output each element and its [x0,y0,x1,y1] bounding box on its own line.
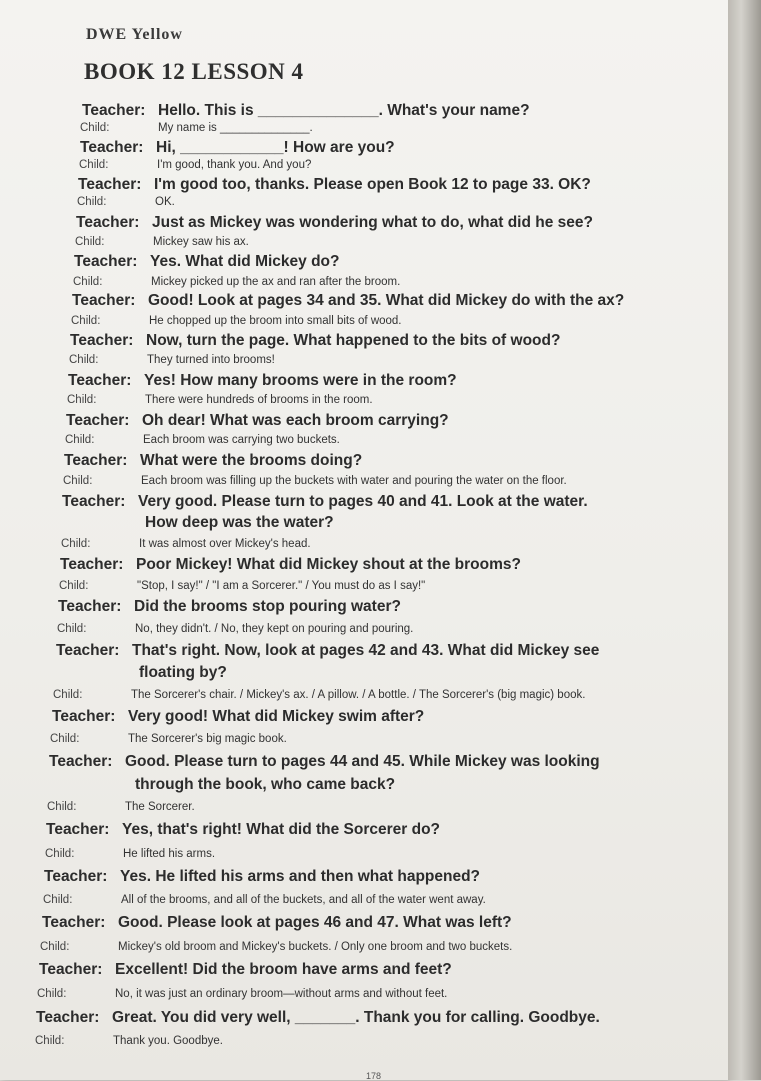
speaker-label: Teacher: [76,214,140,231]
line-text: That's right. Now, look at pages 42 and 43. What did Mickey see [132,642,600,659]
speaker-label: Teacher: [62,493,126,510]
dialogue-line [52,708,424,726]
speaker-label: Child: [80,122,110,134]
dialogue-line [50,733,287,745]
dialogue-line [62,493,588,511]
speaker-label: Teacher: [70,332,134,349]
line-text: Yes! How many brooms were in the room? [144,372,457,389]
line-text: "Stop, I say!" / "I am a Sorcerer." / You must do as I say!" [137,580,426,592]
dialogue-line [44,868,480,886]
speaker-label: Teacher: [42,914,106,931]
dialogue-line [75,236,249,248]
line-text: There were hundreds of brooms in the room. [145,394,373,406]
dialogue-line [35,1035,223,1047]
line-text: Great. You did very well, _______. Thank you for calling. Goodbye. [112,1009,600,1026]
dialogue-line [42,914,512,932]
speaker-label: Teacher: [72,292,136,309]
line-text: Yes, that's right! What did the Sorcerer do? [122,821,441,838]
speaker-label: Teacher: [58,598,122,615]
line-text: They turned into brooms! [147,354,275,366]
line-text: Now, turn the page. What happened to the bits of wood? [146,332,561,349]
dialogue-line [64,452,362,470]
line-text: The Sorcerer's big magic book. [128,733,287,745]
dialogue-line [68,372,457,390]
speaker-label: Teacher: [64,452,128,469]
speaker-label: Child: [53,689,83,701]
line-text: Mickey picked up the ax and ran after the broom. [151,276,401,288]
dialogue-line [80,139,395,157]
dialogue-line [66,412,449,430]
line-text: Mickey's old broom and Mickey's buckets. / Only one broom and two buckets. [118,941,513,953]
line-text: Very good. Please turn to pages 40 and 41. Look at the water. [138,493,588,510]
dialogue-line [45,848,215,860]
dialogue-line [69,354,275,366]
speaker-label: Child: [59,580,89,592]
lesson-title: BOOK 12 LESSON 4 [84,59,304,84]
dialogue-line [61,538,311,550]
dialogue-line [72,292,624,310]
line-text: No, it was just an ordinary broom—without arms and without feet. [115,988,448,1000]
speaker-label: Teacher: [80,139,144,156]
speaker-label: Child: [67,394,97,406]
dialogue-line [49,753,600,771]
line-text: Good. Please turn to pages 44 and 45. While Mickey was looking [125,753,600,770]
dialogue-line [67,394,373,406]
speaker-label: Child: [57,623,87,635]
dialogue-line [82,102,530,120]
line-text: The Sorcerer. [125,801,195,813]
speaker-label: Child: [37,988,67,1000]
line-text: Mickey saw his ax. [153,236,249,248]
dialogue-line [36,1009,600,1027]
dialogue-line [47,801,195,813]
line-continuation: How deep was the water? [145,514,334,531]
line-continuation: floating by? [139,664,227,681]
speaker-label: Child: [73,276,103,288]
dialogue-line [74,253,339,271]
line-text: No, they didn't. / No, they kept on pouring and pouring. [135,623,414,635]
speaker-label: Teacher: [44,868,108,885]
dialogue-line [78,176,591,194]
dialogue-line [80,122,313,134]
line-text: He lifted his arms. [123,848,216,860]
speaker-label: Child: [43,894,73,906]
line-text: Each broom was filling up the buckets with water and pouring the water on the floor. [141,475,567,487]
dialogue-line [58,598,401,616]
speaker-label: Child: [65,434,95,446]
dialogue-line [71,315,402,327]
dialogue-line [79,159,311,171]
line-text: Excellent! Did the broom have arms and feet? [115,961,452,978]
line-text: I'm good, thank you. And you? [157,159,312,171]
speaker-label: Child: [45,848,75,860]
speaker-label: Teacher: [39,961,103,978]
line-text: Hello. This is ______________. What's your name? [158,102,530,119]
speaker-label: Teacher: [49,753,113,770]
speaker-label: Child: [79,159,109,171]
dialogue-line [56,642,599,660]
dialogue-line [60,556,521,574]
line-text: Hi, ____________! How are you? [156,139,395,156]
speaker-label: Child: [75,236,105,248]
speaker-label: Teacher: [66,412,130,429]
speaker-label: Teacher: [56,642,120,659]
line-text: Did the brooms stop pouring water? [134,598,401,615]
line-text: Oh dear! What was each broom carrying? [142,412,449,429]
speaker-label: Teacher: [74,253,138,270]
line-text: My name is ______________. [158,122,313,134]
dialogue-line [65,434,340,446]
speaker-label: Child: [47,801,77,813]
line-text: All of the brooms, and all of the buckets, and all of the water went away. [121,894,486,906]
dialogue-line [57,623,413,635]
line-text: He chopped up the broom into small bits of wood. [149,315,402,327]
line-text: It was almost over Mickey's head. [139,538,311,550]
dialogue-line [53,689,585,701]
line-text: Good! Look at pages 34 and 35. What did Mickey do with the ax? [148,292,625,309]
dialogue-line [37,988,447,1000]
speaker-label: Child: [71,315,101,327]
dialogue-line [70,332,560,350]
series-label: DWE Yellow [86,26,183,43]
speaker-label: Child: [50,733,80,745]
speaker-label: Teacher: [36,1009,100,1026]
speaker-label: Child: [35,1035,65,1047]
speaker-label: Child: [63,475,93,487]
page-number: 178 [366,1071,382,1081]
speaker-label: Teacher: [82,102,146,119]
speaker-label: Child: [77,196,107,208]
line-text: The Sorcerer's chair. / Mickey's ax. / A pillow. / A bottle. / The Sorcerer's (big magic) book. [131,689,586,701]
dialogue-line [40,941,512,953]
dialogue-line [43,894,486,906]
line-text: Just as Mickey was wondering what to do, what did he see? [152,214,593,231]
speaker-label: Teacher: [68,372,132,389]
speaker-label: Teacher: [46,821,110,838]
line-text: Poor Mickey! What did Mickey shout at the brooms? [136,556,521,573]
line-text: Good. Please look at pages 46 and 47. What was left? [118,914,512,931]
line-continuation: through the book, who came back? [135,776,396,793]
line-text: OK. [155,196,175,208]
line-text: Very good! What did Mickey swim after? [128,708,425,725]
line-text: What were the brooms doing? [140,452,363,469]
dialogue-line [63,475,567,487]
speaker-label: Child: [61,538,91,550]
speaker-label: Teacher: [78,176,142,193]
line-text: I'm good too, thanks. Please open Book 12 to page 33. OK? [154,176,591,193]
dialogue-line [59,580,425,592]
book-page-edge [728,0,761,1080]
speaker-label: Child: [40,941,70,953]
dialogue-line [73,276,400,288]
dialogue-line [77,196,175,208]
dialogue-line [76,214,593,232]
speaker-label: Child: [69,354,99,366]
dialogue-line [46,821,440,839]
dialogue-line [39,961,452,979]
line-text: Yes. He lifted his arms and then what happened? [120,868,481,885]
line-text: Each broom was carrying two buckets. [143,434,340,446]
speaker-label: Teacher: [60,556,124,573]
speaker-label: Teacher: [52,708,116,725]
line-text: Yes. What did Mickey do? [150,253,340,270]
line-text: Thank you. Goodbye. [113,1035,223,1047]
